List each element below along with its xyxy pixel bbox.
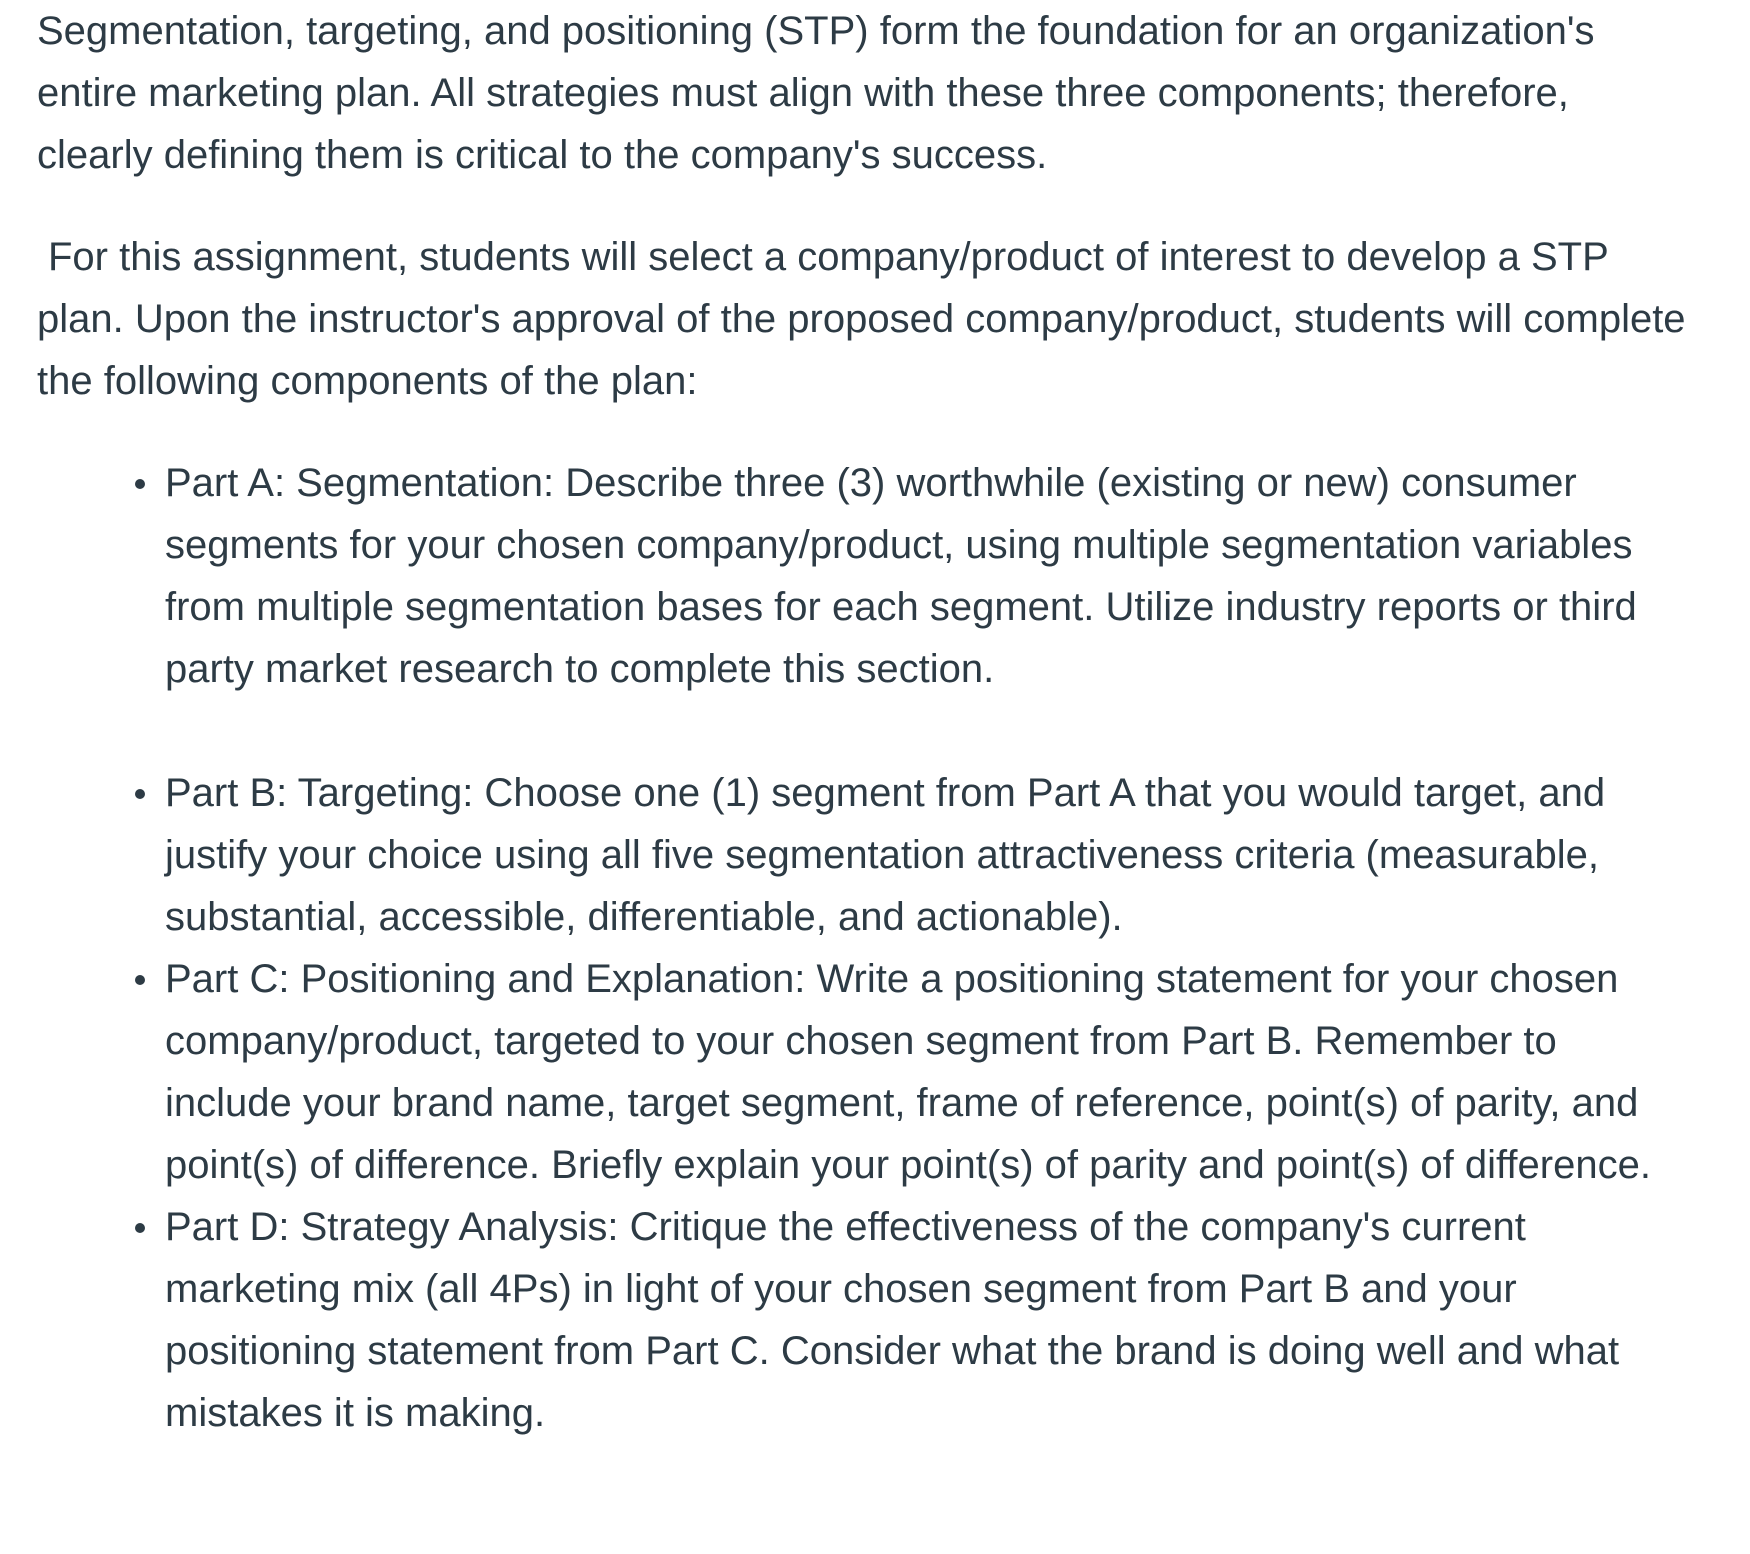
bullet-icon (135, 789, 145, 799)
assignment-paragraph: For this assignment, students will select a company/product of interest to develop a STP plan. Upon the instructor's approval of the proposed company/product, students will complete the following components of the plan: (37, 235, 1686, 403)
part-d-text: Part D: Strategy Analysis: Critique the effectiveness of the company's current marketing mix (all 4Ps) in light of your chosen segment from Part B and your positioning statement from Part C. Consider what the brand is doing well and what mistakes it is making. (165, 1205, 1620, 1435)
list-item-part-a (165, 452, 1692, 700)
parts-list (37, 452, 1692, 1444)
bullet-icon (135, 479, 145, 489)
part-c-text: Part C: Positioning and Explanation: Write a positioning statement for your chosen company/product, targeted to your chosen segment from Part B. Remember to include your brand name, target segment, frame of reference, point(s) of parity, and point(s) of difference. Briefly explain your point(s) of parity and point(s) of difference. (165, 957, 1651, 1187)
list-item-part-b (165, 762, 1692, 948)
intro-paragraph: Segmentation, targeting, and positioning (STP) form the foundation for an organization's entire marketing plan. All strategies must align with these three components; therefore, clearly defining them is critical to the company's success. (37, 9, 1595, 177)
part-a-text: Part A: Segmentation: Describe three (3) worthwhile (existing or new) consumer segments for your chosen company/product, using multiple segmentation variables from multiple segmentation bases for each segment. Utilize industry reports or third party market research to complete this section. (165, 461, 1637, 691)
part-b-text: Part B: Targeting: Choose one (1) segment from Part A that you would target, and justify your choice using all five segmentation attractiveness criteria (measurable, substantial, accessible, differentiable, and actionable). (165, 771, 1606, 939)
list-item-part-c (165, 948, 1692, 1196)
bullet-icon (135, 975, 145, 985)
bullet-icon (135, 1223, 145, 1233)
list-item-part-d (165, 1196, 1692, 1444)
